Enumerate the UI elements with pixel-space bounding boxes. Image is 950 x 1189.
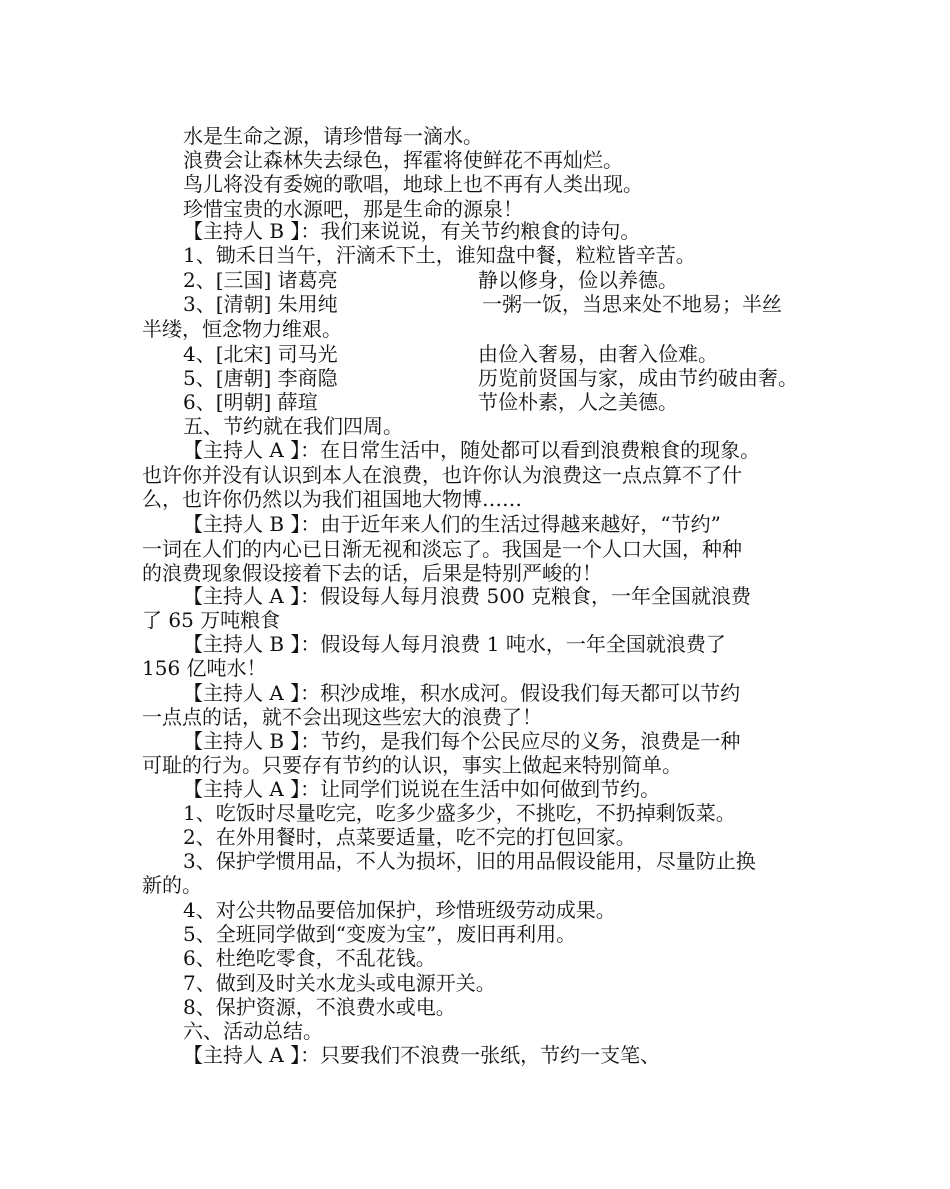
host-line: 【主持人 A 】：在日常生活中，随处都可以看到浪费粮食的现象。 [183,438,761,462]
host-line: 【主持人 B 】：节约，是我们每个公民应尽的义务，浪费是一种 [183,729,741,753]
host-line: 【主持人 A 】：积沙成堆，积水成河。假设我们每天都可以节约 [183,681,741,705]
host-line: 【主持人 A 】：假设每人每月浪费 500 克粮食，一年全国就浪费 [183,584,752,608]
poem-row [183,268,873,293]
section-heading: 六、活动总结。 [183,1019,323,1043]
host-line: 【主持人 B 】：由于近年来人们的生活过得越来越好，“节约” [183,512,721,536]
host-line: 【主持人 A 】：只要我们不浪费一张纸，节约一支笔、 [183,1043,661,1067]
paragraph-line: 半缕，恒念物力维艰。 [142,317,342,341]
poem-row [183,342,873,367]
poem-quote: 静以修身，俭以养德。 [478,268,678,292]
paragraph-line: 了 65 万吨粮食 [142,608,281,632]
paragraph-line: 的浪费现象假设接着下去的话，后果是特别严峻的！ [142,561,602,585]
paragraph-line: 可耻的行为。只要存有节约的认识，事实上做起来特别简单。 [142,753,682,777]
list-item: 6、杜绝吃零食，不乱花钱。 [183,946,436,970]
paragraph-line: 一点点的话，就不会出现这些宏大的浪费了！ [142,705,542,729]
paragraph-line: 水是生命之源，请珍惜每一滴水。 [183,124,483,148]
poem-author: 2、[三国] 诸葛亮 [183,268,338,292]
poem-row [183,292,873,317]
list-item: 1、锄禾日当午，汗滴禾下土，谁知盘中餐，粒粒皆辛苦。 [183,243,696,267]
paragraph-line: 也许你并没有认识到本人在浪费，也许你认为浪费这一点点算不了什 [142,463,742,487]
paragraph-line: 新的。 [142,873,202,897]
poem-author: 3、[清朝] 朱用纯 [183,292,338,316]
host-line: 【主持人 B 】：我们来说说，有关节约粮食的诗句。 [183,219,641,243]
list-item: 7、做到及时关水龙头或电源开关。 [183,971,496,995]
poem-row [183,390,873,415]
list-item: 3、保护学惯用品，不人为损坏，旧的用品假设能用，尽量防止换 [183,849,756,873]
poem-author: 6、[明朝] 薛瑄 [183,390,318,414]
poem-quote: 节俭朴素，人之美德。 [478,390,678,414]
host-line: 【主持人 A 】：让同学们说说在生活中如何做到节约。 [183,777,661,801]
list-item: 2、在外用餐时，点菜要适量，吃不完的打包回家。 [183,825,636,849]
paragraph-line: 156 亿吨水！ [142,656,267,680]
host-line: 【主持人 B 】：假设每人每月浪费 1 吨水，一年全国就浪费了 [183,632,726,656]
paragraph-line: 鸟儿将没有委婉的歌唱，地球上也不再有人类出现。 [183,172,643,196]
poem-author: 5、[唐朝] 李商隐 [183,366,338,390]
poem-author: 4、[北宋] 司马光 [183,342,338,366]
paragraph-line: 一词在人们的内心已日渐无视和淡忘了。我国是一个人口大国，种种 [142,537,742,561]
poem-quote: 历览前贤国与家，成由节约破由奢。 [478,366,798,390]
list-item: 8、保护资源，不浪费水或电。 [183,995,456,1019]
list-item: 5、全班同学做到“变废为宝”，废旧再利用。 [183,922,577,946]
poem-row [183,366,873,391]
paragraph-line: 珍惜宝贵的水源吧，那是生命的源泉！ [183,197,523,221]
poem-quote: 由俭入奢易，由奢入俭难。 [478,342,718,366]
section-heading: 五、节约就在我们四周。 [183,414,403,438]
paragraph-line: 浪费会让森林失去绿色，挥霍将使鲜花不再灿烂。 [183,148,623,172]
poem-quote: 一粥一饭，当思来处不地易；半丝 [482,292,782,316]
list-item: 4、对公共物品要倍加保护，珍惜班级劳动成果。 [183,898,616,922]
list-item: 1、吃饭时尽量吃完，吃多少盛多少，不挑吃，不扔掉剩饭菜。 [183,801,736,825]
paragraph-line: 么，也许你仍然以为我们祖国地大物博…… [142,487,522,511]
